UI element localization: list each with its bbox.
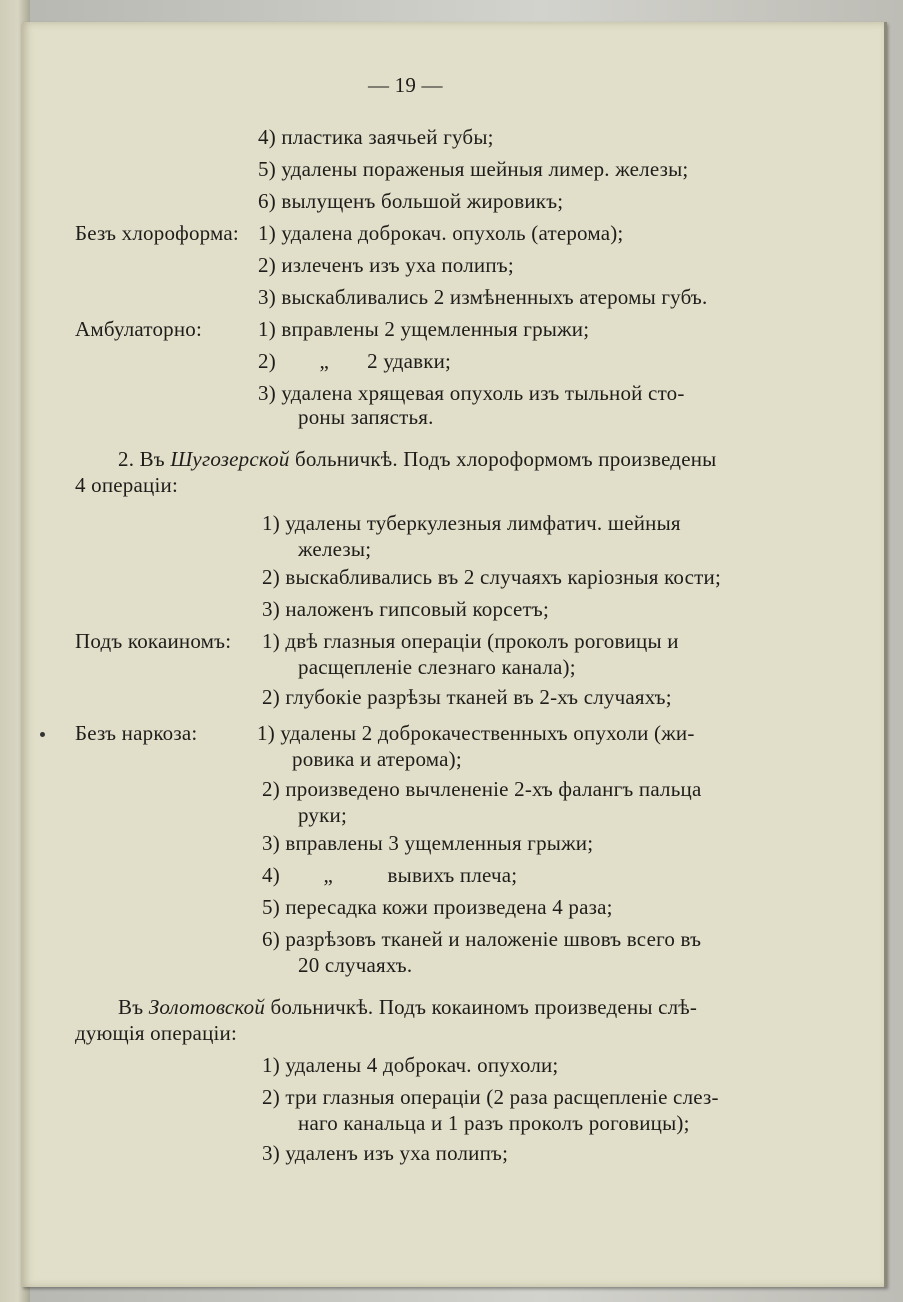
text-line: 6) разрѣзовъ тканей и наложеніе швовъ всего въ [262, 927, 702, 951]
paragraph-line: 2. Въ Шугозерской больничкѣ. Подъ хлороформомъ произведены [118, 447, 717, 471]
text-line: 3) выскабливались 2 измѣненныхъ атеромы губъ. [258, 285, 708, 309]
page-number: — 19 — [368, 73, 443, 97]
text-line: 6) вылущенъ большой жировикъ; [258, 189, 564, 213]
text-line: 1) удалены 2 доброкачественныхъ опухоли (жи- [257, 721, 695, 745]
text-line: 2) три глазныя операціи (2 раза расщепленіе слез- [262, 1085, 719, 1109]
text-line: расщепленіе слезнаго канала); [298, 655, 576, 679]
hospital-name: Шугозерской [170, 447, 290, 471]
line-prefix: Безъ наркоза: [75, 721, 198, 745]
text-line: 3) вправлены 3 ущемленныя грыжи; [262, 831, 594, 855]
line-prefix: Амбулаторно: [75, 317, 203, 341]
text-line: дующія операціи: [75, 1021, 238, 1045]
text-line: 4) пластика заячьей губы; [258, 125, 494, 149]
text-line: 2) „ 2 удавки; [258, 349, 452, 373]
text-line: ровика и атерома); [292, 747, 462, 771]
text-line: 4 операціи: [75, 473, 178, 497]
text-line: 2) излеченъ изъ уха полипъ; [258, 253, 514, 277]
text-line: 1) удалены 4 доброкач. опухоли; [262, 1053, 559, 1077]
text-line: 2) глубокіе разрѣзы тканей въ 2-хъ случаяхъ; [262, 685, 672, 709]
text-line: 3) удалена хрящевая опухоль изъ тыльной сто- [258, 381, 685, 405]
text-line: 1) удалена доброкач. опухоль (атерома); [258, 221, 624, 245]
text-line: 1) двѣ глазныя операціи (проколъ роговицы и [262, 629, 679, 653]
text-line: 1) вправлены 2 ущемленныя грыжи; [258, 317, 590, 341]
text-line: роны запястья. [298, 405, 434, 429]
stray-mark [40, 732, 45, 737]
text-line: руки; [298, 803, 347, 827]
line-prefix: Подъ кокаиномъ: [75, 629, 232, 653]
text-line: 2) произведено вычлененіе 2-хъ фалангъ пальца [262, 777, 702, 801]
text-line: 3) удаленъ изъ уха полипъ; [262, 1141, 509, 1165]
text-line: железы; [298, 537, 372, 561]
hospital-name: Золотовской [148, 995, 266, 1019]
paragraph-line: Въ Золотовской больничкѣ. Подъ кокаиномъ произведены слѣ- [118, 995, 698, 1019]
text-line: 20 случаяхъ. [298, 953, 413, 977]
text-line: 2) выскабливались въ 2 случаяхъ каріозныя кости; [262, 565, 722, 589]
text-line: 5) удалены пораженыя шейныя лимер. железы; [258, 157, 689, 181]
text-line: 3) наложенъ гипсовый корсетъ; [262, 597, 549, 621]
text-line: 4) „ вывихъ плеча; [262, 863, 518, 887]
line-prefix: Безъ хлороформа: [75, 221, 239, 245]
text-line: 5) пересадка кожи произведена 4 раза; [262, 895, 613, 919]
text-line: 1) удалены туберкулезныя лимфатич. шейныя [262, 511, 681, 535]
text-line: наго канальца и 1 разъ проколъ роговицы); [298, 1111, 690, 1135]
